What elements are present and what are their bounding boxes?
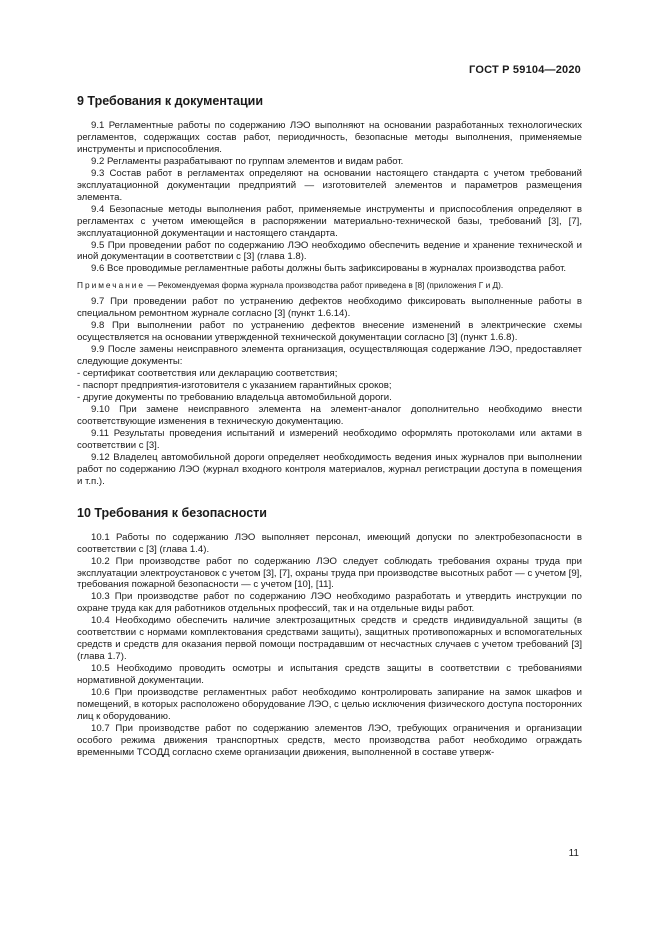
page-body xyxy=(77,93,582,759)
list-item: - паспорт предприятия-изготовителя с указанием гарантийных сроков; xyxy=(77,380,392,392)
paragraph-10-5: 10.5 Необходимо проводить осмотры и испытания средств защиты в соответствии с требованиями нормативной документации. xyxy=(77,663,582,687)
page-number: 11 xyxy=(568,848,579,859)
section-10-title: 10 Требования к безопасности xyxy=(77,505,267,520)
section-9-title: 9 Требования к документации xyxy=(77,94,264,108)
paragraph-9-12: 9.12 Владелец автомобильной дороги определяет необходимость ведения иных журналов при выполнении работ по содержанию ЛЭО (журнал входного контроля материалов, журнал регистрации доступа в помещения и т.п.). xyxy=(77,451,582,487)
paragraph-9-1: 9.1 Регламентные работы по содержанию ЛЭО выполняют на основании разработанных технологических регламентов, содержащих состав работ, периодичность, безопасные методы выполнения, применяемые инструменты и приспособления. xyxy=(77,120,582,155)
paragraph-10-6: 10.6 При производстве регламентных работ необходимо контролировать запирание на замок шкафов и помещений, в которых расположено оборудование ЛЭО, с целью исключения физического доступа посторонних лиц к оборудованию. xyxy=(77,687,582,722)
paragraph-10-2: 10.2 При производстве работ по содержанию ЛЭО следует соблюдать требования охраны труда при эксплуатации электроустановок с учетом [3], [7], охраны труда при производстве высотных работ — с учетом [9], требования пожарной безопасности — с учетом [10], [11]. xyxy=(77,555,582,591)
note-label: Примечание xyxy=(77,280,146,291)
list-item: - сертификат соответствия или декларацию соответствия; xyxy=(77,368,338,380)
documents-list xyxy=(77,368,582,404)
paragraph-10-7: 10.7 При производстве работ по содержанию элементов ЛЭО, требующих ограничения и организации особого режима движения транспортных средств, место производства работ необходимо ограждать временными ТСОДД согласно схеме организации движения, выполненной в составе утверж- xyxy=(77,722,582,758)
note-9-6 xyxy=(77,280,582,291)
paragraph-9-8: 9.8 При выполнении работ по устранению дефектов внесение изменений в электрические схемы осуществляется на основании утвержденной технической документации согласно [3] (пункт 1.6.8). xyxy=(77,320,582,344)
paragraph-9-9: 9.9 После замены неисправного элемента организация, осуществляющая содержание ЛЭО, предоставляет следующие документы: xyxy=(77,344,582,368)
paragraph-9-7: 9.7 При проведении работ по устранению дефектов необходимо фиксировать выполненные работы в специальном ремонтном журнале согласно [3] (пункт 1.6.14). xyxy=(77,296,582,320)
document-code: ГОСТ Р 59104—2020 xyxy=(469,64,581,76)
paragraph-10-3: 10.3 При производстве работ по содержанию ЛЭО необходимо разработать и утвердить инструкции по охране труда как для работников отдельных профессий, так и на отдельные виды работ. xyxy=(77,591,582,615)
paragraph-9-4: 9.4 Безопасные методы выполнения работ, применяемые инструменты и приспособления определяют в регламентах с учетом имеющейся в распоряжении материально-технической базы, требований [3], [7], эксплуатационной документации и настоящего стандарта. xyxy=(77,203,582,239)
paragraph-9-2: 9.2 Регламенты разрабатывают по группам элементов и видам работ. xyxy=(91,155,404,167)
list-item: - другие документы по требованию владельца автомобильной дороги. xyxy=(77,392,392,404)
paragraph-9-3: 9.3 Состав работ в регламентах определяют на основании настоящего стандарта с учетом требований эксплуатационной документации предприятий — изготовителей элементов и параметров размещения элемента. xyxy=(77,167,582,203)
note-text: — Рекомендуемая форма журнала производства работ приведена в [8] (приложения Г и Д). xyxy=(145,280,504,291)
paragraph-9-6: 9.6 Все проводимые регламентные работы должны быть зафиксированы в журналах производства работ. xyxy=(91,263,567,275)
paragraph-10-4: 10.4 Необходимо обеспечить наличие электрозащитных средств и средств индивидуальной защиты (в соответствии с нормами комплектования средствами защиты), защитных противопожарных и вспомогательных средств и средств для оказания первой помощи пострадавшим от несчастных случаев с учетом требований [3] (глава 1.7). xyxy=(77,615,582,663)
paragraph-9-10: 9.10 При замене неисправного элемента на элемент-аналог дополнительно необходимо внести соответствующие изменения в техническую документацию. xyxy=(77,403,582,427)
paragraph-9-11: 9.11 Результаты проведения испытаний и измерений необходимо оформлять протоколами или актами в соответствии с [3]. xyxy=(77,427,582,451)
paragraph-10-1: 10.1 Работы по содержанию ЛЭО выполняет персонал, имеющий допуски по электробезопасности в соответствии с [3] (глава 1.4). xyxy=(77,531,582,555)
paragraph-9-5: 9.5 При проведении работ по содержанию ЛЭО необходимо обеспечить ведение и хранение технической и иной документации в соответствии с [3] (глава 1.8). xyxy=(77,239,582,263)
